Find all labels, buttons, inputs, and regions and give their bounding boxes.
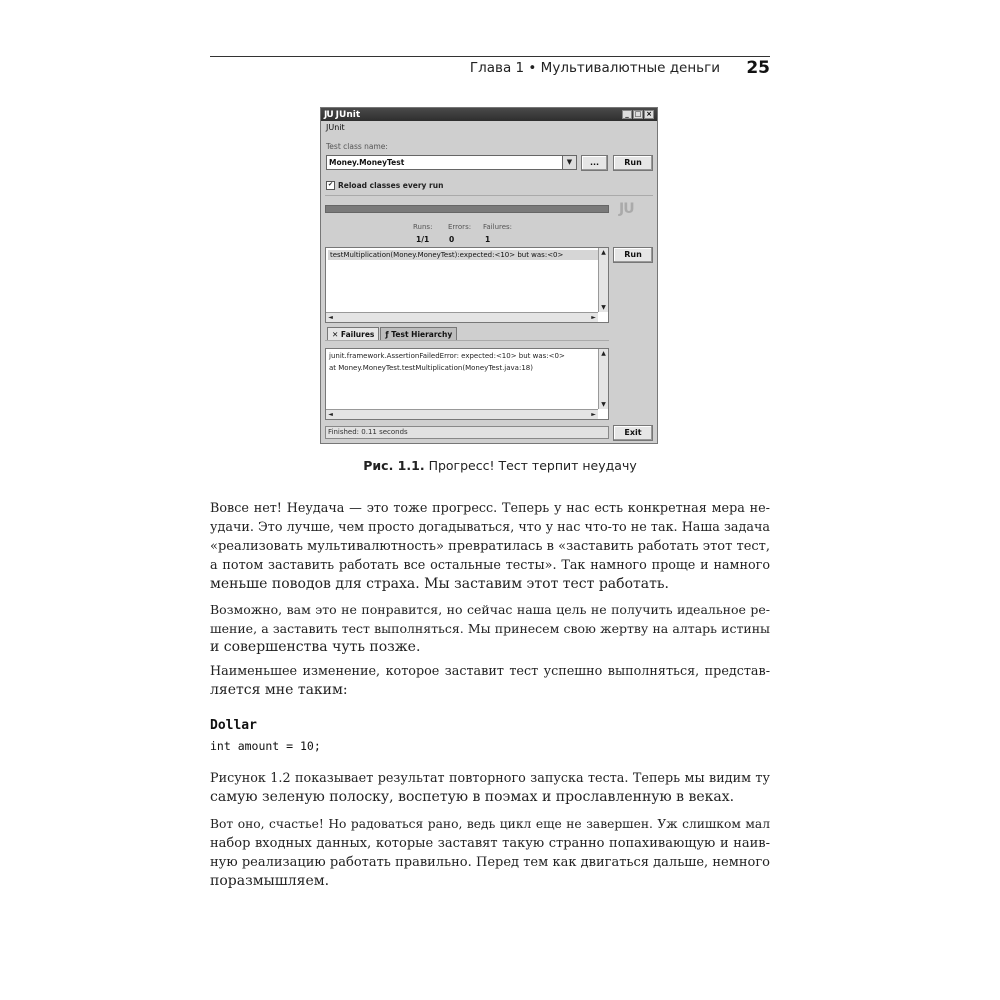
browse-button[interactable]: ... [581,155,608,171]
chapter-title: Глава 1 • Мультивалютные деньги [469,60,720,76]
runs-label: Runs: [413,223,433,231]
results-tabs [327,327,457,340]
paragraph [210,600,770,657]
tab-hierarchy-label: Test Hierarchy [391,330,453,339]
scroll-right-icon[interactable]: ► [591,411,596,418]
scroll-left-icon[interactable]: ◄ [328,411,333,418]
caption-label: Рис. 1.1. [363,458,425,473]
window-title: JUnit [335,109,361,120]
tab-failures[interactable] [327,327,379,340]
stack-trace-panel[interactable] [325,348,609,420]
code-class-name: Dollar [210,718,257,733]
caption-text: Прогресс! Тест терпит неудачу [428,458,637,473]
exit-button[interactable]: Exit [613,425,653,441]
trace-vscroll[interactable] [598,349,608,409]
tab-test-hierarchy[interactable] [380,327,457,340]
checkbox-check-icon: ✔ [327,181,334,188]
paragraph [210,769,770,807]
menu-junit[interactable]: JUnit [326,123,345,132]
junit-logo-icon: JU [324,109,333,120]
status-bar: Finished: 0.11 seconds [325,426,609,439]
scroll-up-icon[interactable]: ▲ [601,249,606,256]
test-class-input[interactable]: Money.MoneyTest [326,155,566,170]
failures-value: 1 [485,235,491,244]
reload-label: Reload classes every run [338,181,444,190]
text-line: набор входных данных, которые заставят такую странно попахивающую и наив- [210,836,770,851]
scroll-up-icon[interactable]: ▲ [601,350,606,357]
progress-fill [326,206,608,212]
text-line: Рисунок 1.2 показывает результат повторного запуска теста. Теперь мы видим ту [210,771,770,786]
text-line: ную реализацию работать правильно. Перед тем как двигаться дальше, немного [210,855,770,870]
scroll-down-icon[interactable]: ▼ [601,304,606,311]
failures-vscroll[interactable] [598,248,608,312]
trace-hscroll[interactable] [326,409,598,419]
minimize-button[interactable]: _ [622,110,632,119]
reload-checkbox[interactable] [326,181,443,190]
text-line: удачи. Это лучше, чем просто догадываться, что у нас что-то не так. Наша задача [210,520,770,535]
scroll-down-icon[interactable]: ▼ [601,401,606,408]
page-number: 25 [746,58,770,78]
progress-bar [325,205,609,213]
failures-list[interactable] [325,247,609,323]
paragraph [210,499,770,594]
close-button[interactable]: × [644,110,654,119]
tab-failures-label: Failures [340,330,375,339]
divider [325,195,653,196]
test-class-label: Test class name: [326,142,388,151]
test-class-dropdown[interactable]: ▼ [562,155,577,170]
hierarchy-icon: ƒ [385,330,389,339]
trace-line: at Money.MoneyTest.testMultiplication(MoneyTest.java:18) [329,364,533,372]
paragraph [210,815,770,891]
text-line: поразмышляем. [210,873,330,889]
text-line: а потом заставить работать все остальные тесты». Так намного проще и намного [210,558,770,573]
paragraph [210,662,770,700]
text-line: ляется мне таким: [210,682,348,698]
text-line: самую зеленую полоску, воспетую в поэмах и прославленную в веках. [210,789,735,805]
maximize-button[interactable]: □ [634,110,642,118]
running-header [210,60,770,80]
text-line: «реализовать мультивалютность» превратилась в «заставить работать этот тест, [210,539,770,554]
failure-row[interactable]: testMultiplication(Money.MoneyTest):expected:<10> but was:<0> [328,250,600,260]
text-line: меньше поводов для страха. Мы заставим этот тест работать. [210,576,669,592]
scroll-right-icon[interactable]: ► [591,314,596,321]
errors-label: Errors: [448,223,472,231]
text-line: Возможно, вам это не понравится, но сейчас наша цель не получить идеальное ре- [210,602,770,617]
trace-line: junit.framework.AssertionFailedError: expected:<10> but was:<0> [329,352,565,360]
scroll-left-icon[interactable]: ◄ [328,314,333,321]
text-line: Вовсе нет! Неудача — это тоже прогресс. Теперь у нас есть конкретная мера не- [210,501,770,516]
failure-x-icon: ✕ [332,330,339,339]
code-line: int amount = 10; [210,739,321,753]
tabs-divider [325,340,609,341]
text-line: Наименьшее изменение, которое заставит тест успешно выполняться, представ- [210,664,770,679]
figure-caption [210,458,790,473]
runs-value: 1/1 [416,235,430,244]
run-button[interactable]: Run [613,155,653,171]
text-line: Вот оно, счастье! Но радоваться рано, ведь цикл еще не завершен. Уж слишком мал [210,817,770,831]
text-line: шение, а заставить тест выполняться. Мы принесем свою жертву на алтарь истины [210,621,770,636]
junit-window [320,107,658,444]
failures-hscroll[interactable] [326,312,598,322]
header-rule [210,56,770,57]
text-line: и совершенства чуть позже. [210,639,421,655]
errors-value: 0 [449,235,455,244]
failures-label: Failures: [483,223,513,231]
window-titlebar [321,108,657,121]
rerun-button[interactable]: Run [613,247,653,263]
junit-corner-logo-icon: JU [619,201,634,217]
